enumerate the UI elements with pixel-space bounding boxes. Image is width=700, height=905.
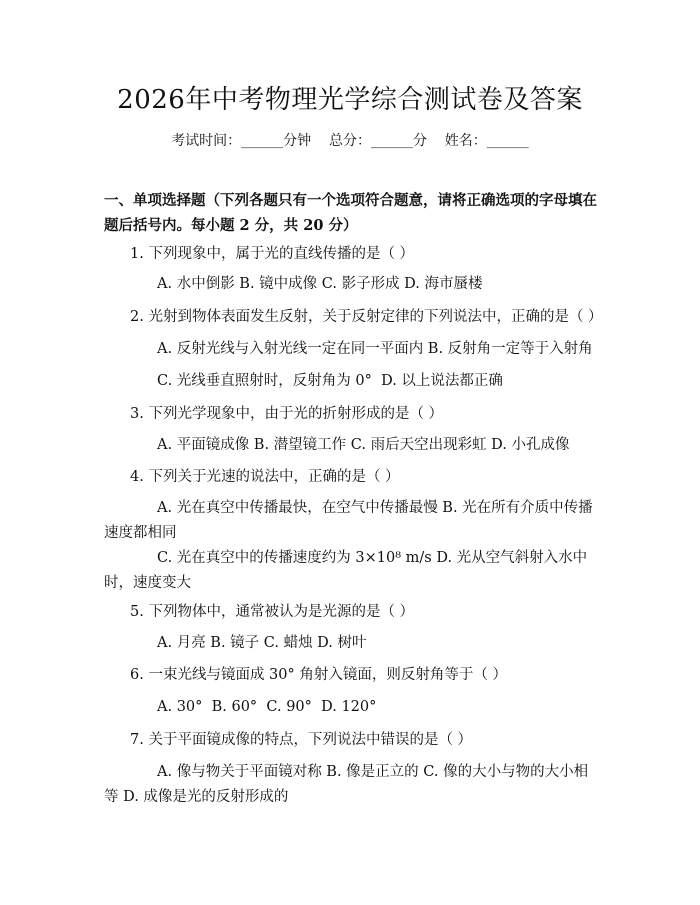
question-5-stem: 5. 下列物体中，通常被认为是光源的是（ ） xyxy=(130,604,415,620)
question-3-stem: 3. 下列光学现象中，由于光的折射形成的是（ ） xyxy=(130,406,444,422)
question-4-options-para-2: C. 光在真空中的传播速度约为 3×10⁸ m/s D. 光从空气斜射入水中时，速度变大 xyxy=(104,550,588,591)
page-title: 2026年中考物理光学综合测试卷及答案 xyxy=(117,85,583,115)
question-2-stem: 2. 光射到物体表面发生反射，关于反射定律的下列说法中，正确的是（ ） xyxy=(130,309,603,325)
question-7-stem: 7. 关于平面镜成像的特点，下列说法中错误的是（ ） xyxy=(130,732,473,748)
question-1-stem: 1. 下列现象中，属于光的直线传播的是（ ） xyxy=(130,246,415,262)
question-1-options: A. 水中倒影 B. 镜中成像 C. 影子形成 D. 海市蜃楼 xyxy=(157,276,483,292)
exam-info-line: 考试时间：______分钟 总分：______分 姓名：______ xyxy=(171,133,529,149)
question-2-options-line-2: C. 光线垂直照射时，反射角为 0° D. 以上说法都正确 xyxy=(157,373,503,389)
question-6-stem: 6. 一束光线与镜面成 30° 角射入镜面，则反射角等于（ ） xyxy=(130,667,507,683)
question-4-stem: 4. 下列关于光速的说法中，正确的是（ ） xyxy=(130,469,400,485)
question-3-options: A. 平面镜成像 B. 潜望镜工作 C. 雨后天空出现彩虹 D. 小孔成像 xyxy=(157,437,570,453)
question-6-options: A. 30° B. 60° C. 90° D. 120° xyxy=(157,699,377,715)
question-4-options-para-1: A. 光在真空中传播最快，在空气中传播最慢 B. 光在所有介质中传播速度都相同 xyxy=(104,500,593,541)
question-5-options: A. 月亮 B. 镜子 C. 蜡烛 D. 树叶 xyxy=(157,635,367,651)
question-7-options-para: A. 像与物关于平面镜对称 B. 像是正立的 C. 像的大小与物的大小相等 D. 成像是光的反射形成的 xyxy=(104,764,589,805)
section-heading: 一、单项选择题（下列各题只有一个选项符合题意，请将正确选项的字母填在题后括号内。每小题 2 分，共 20 分） xyxy=(104,192,597,234)
question-2-options-line-1: A. 反射光线与入射光线一定在同一平面内 B. 反射角一定等于入射角 xyxy=(157,341,593,357)
